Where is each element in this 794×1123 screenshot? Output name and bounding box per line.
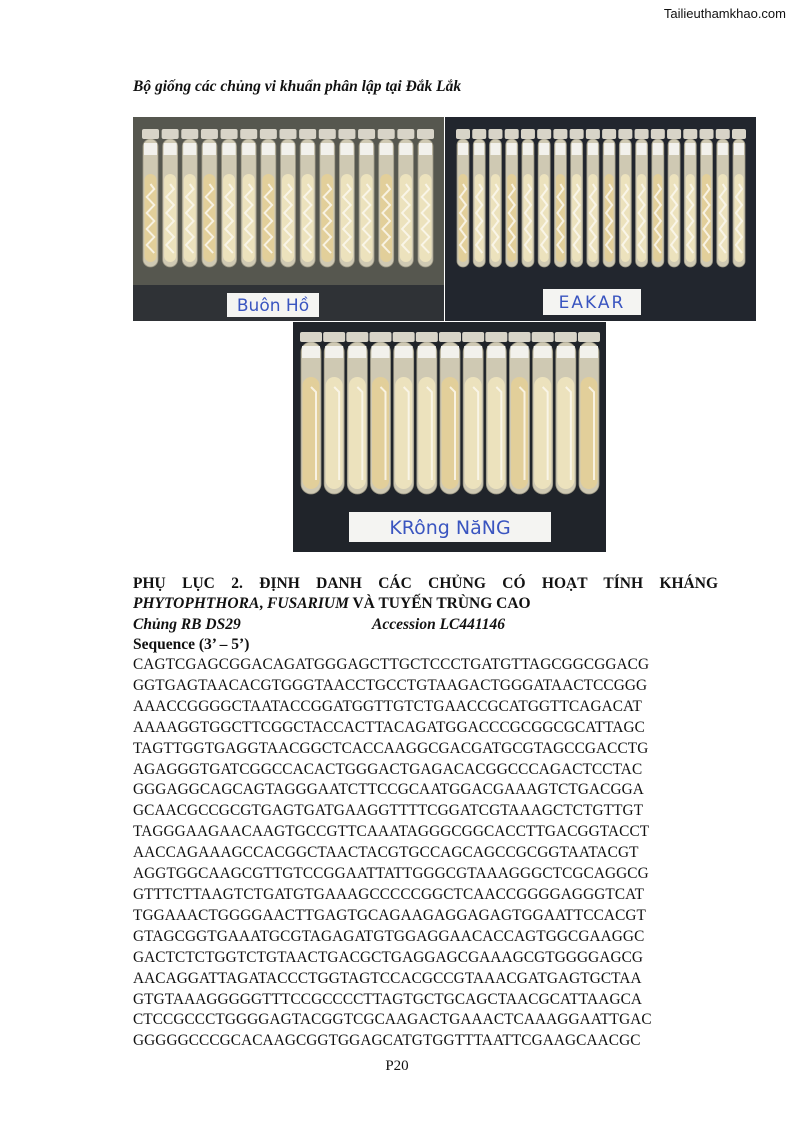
culture-tube [732,129,746,267]
sequence-line: TAGGGAAGAACAAGTGCCGTTCAAATAGGGCGGCACCTTGACGGTACCT [133,823,650,841]
culture-tube [300,332,322,494]
sequence-line: AGAGGGTGATCGGCCACACTGGGACTGAGACACGGCCCAGACTCCTAC [133,760,643,778]
appendix-separator: , [259,595,268,612]
culture-tube [586,129,600,267]
culture-tube [142,129,159,267]
photo-krong-nang [293,322,606,552]
culture-tube [397,129,414,267]
photo-label-eakar: EAKAR [558,293,626,313]
culture-tube [221,129,238,267]
appendix-phytophthora: PHYTOPHTHORA [133,595,260,612]
sequence-line: GTTTCTTAAGTCTGATGTGAAAGCCCCCGGCTCAACCGGGGAGGGTCAT [133,885,645,903]
culture-tube [553,129,567,267]
culture-tube [338,129,355,267]
culture-tube [162,129,179,267]
culture-tube [456,129,470,267]
culture-tube [485,332,507,494]
culture-tube [370,332,392,494]
culture-tube [505,129,519,267]
photo-krong-nang-image [293,322,606,552]
culture-tube [299,129,316,267]
sequence-line: TAGTTGGTGAGGTAACGGCTCACCAAGGCGACGATGCGTAGCCGACCTG [133,739,649,757]
strain-name: Chủng RB DS29 [133,616,241,633]
photo-label-buon-ho: Buôn Hồ [236,296,310,316]
culture-tube [488,129,502,267]
appendix-heading-rest: VÀ TUYẾN TRÙNG CAO [348,595,531,612]
culture-tube [509,332,531,494]
culture-tube [439,332,461,494]
culture-tube [416,332,438,494]
culture-tube [700,129,714,267]
sequence-line: CAGTCGAGCGGACAGATGGGAGCTTGCTCCCTGATGTTAGCGGCGGACG [133,656,650,673]
sequence-block [133,655,723,1052]
culture-tube [635,129,649,267]
culture-tube [555,332,577,494]
photo-buon-ho [133,117,444,321]
sequence-line: GTAGCGGTGAAATGCGTAGAGATGTGGAGGAACACCAGTGGCGAAGGC [133,927,645,945]
culture-tube [346,332,368,494]
photo-eakar-image [445,117,756,321]
sequence-line: GTGTAAAGGGGGTTTCCGCCCCTTAGTGCTGCAGCTAACGCATTAAGCA [133,990,643,1008]
culture-tube [570,129,584,267]
culture-tube [602,129,616,267]
appendix-heading [133,574,718,614]
culture-tube [417,129,434,267]
photo-eakar [445,117,756,321]
culture-tube [260,129,277,267]
culture-tube [280,129,297,267]
culture-tube [378,129,395,267]
photo-label-krong-nang: KRông NăNG [389,517,511,539]
page-number: P20 [385,1058,409,1074]
figure-caption: Bộ giống các chủng vi khuẩn phân lập tại Đắk Lắk [133,78,462,95]
culture-tube [683,129,697,267]
sequence-line: AGGTGGCAAGCGTTGTCCGGAATTATTGGGCGTAAAGGGCTCGCAGGCG [133,865,649,883]
culture-tube [358,129,375,267]
culture-tube [240,129,257,267]
appendix-fusarium: FUSARIUM [267,595,349,612]
culture-tube [319,129,336,267]
photo-buon-ho-image [133,117,444,321]
culture-tube [532,332,554,494]
sequence-line: AACCAGAAAGCCACGGCTAACTACGTGCCAGCAGCCGCGGTAATACGT [133,844,639,862]
sequence-line: GGGGGCCCGCACAAGCGGTGGAGCATGTGGTTTAATTCGAAGCAACGC [133,1032,641,1050]
culture-tube [472,129,486,267]
sequence-line: AAAAGGTGGCTTCGGCTACCACTTACAGATGGACCCGCGGCGCATTAGC [133,718,645,736]
culture-tube [181,129,198,267]
culture-tube [618,129,632,267]
culture-tube [323,332,345,494]
culture-tube [578,332,600,494]
culture-tube [462,332,484,494]
sequence-line: AACAGGATTAGATACCCTGGTAGTCCACGCCGTAAACGATGAGTGCTAA [133,969,642,987]
sequence-line: TGGAAACTGGGGAACTTGAGTGCAGAAGAGGAGAGTGGAATTCCACGT [133,906,646,924]
accession-number: Accession LC441146 [372,616,506,633]
watermark: Tailieuthamkhao.com [663,6,786,21]
sequence-line: GGTGAGTAACACGTGGGTAACCTGCCTGTAAGACTGGGATAACTCCGGG [133,676,648,694]
sequence-label: Sequence (3’ – 5’) [133,636,250,653]
sequence-line: AAACCGGGGCTAATACCGGATGGTTGTCTGAACCGCATGGTTCAGACAT [133,697,642,715]
culture-tube [667,129,681,267]
culture-tube [651,129,665,267]
appendix-heading-line1: PHỤ LỤC 2. ĐỊNH DANH CÁC CHỦNG CÓ HOẠT TÍNH KHÁNG [133,575,718,592]
culture-tube [393,332,415,494]
sequence-line: CTCCGCCCTGGGGAGTACGGTCGCAAGACTGAAACTCAAAGGAATTGAC [133,1011,652,1029]
culture-tube [537,129,551,267]
sequence-line: GGGAGGCAGCAGTAGGGAATCTTCCGCAATGGACGAAAGTCTGACGGA [133,781,644,799]
culture-tube [521,129,535,267]
culture-tube [716,129,730,267]
sequence-line: GACTCTCTGGTCTGTAACTGACGCTGAGGAGCGAAAGCGTGGGGAGCG [133,948,644,966]
sequence-line: GCAACGCCGCGTGAGTGATGAAGGTTTTCGGATCGTAAAGCTCTGTTGT [133,802,644,820]
culture-tube [201,129,218,267]
